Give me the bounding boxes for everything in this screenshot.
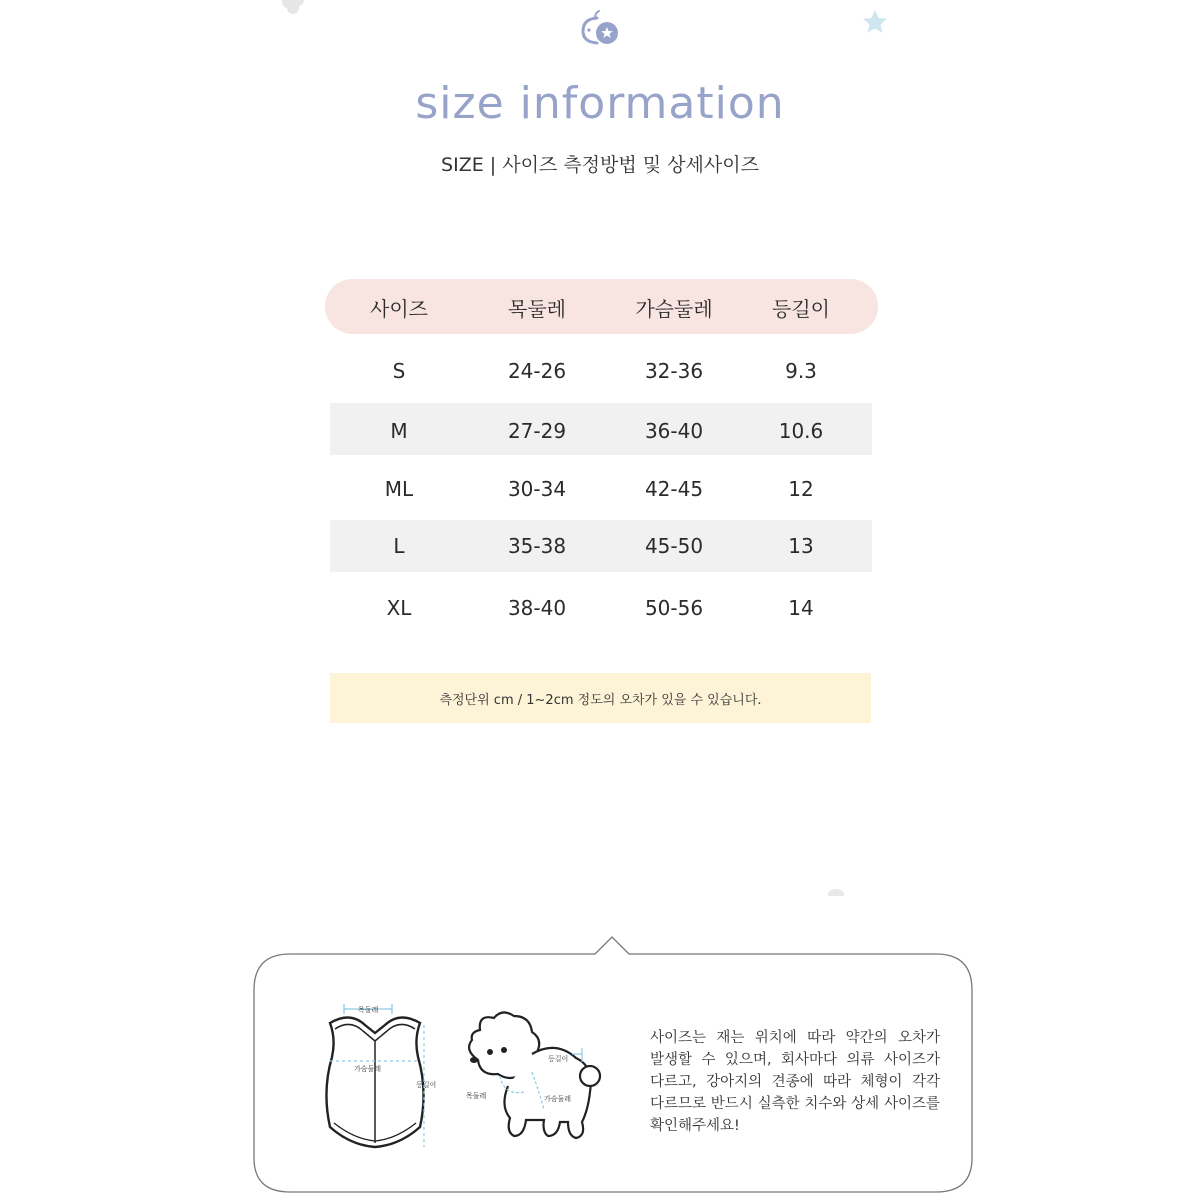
- table-row: [325, 419, 878, 449]
- star-deco-icon: [860, 8, 890, 36]
- column-header-neck: 목둘레: [508, 297, 566, 321]
- table-cell: 27-29: [507, 419, 567, 443]
- table-cell: M: [390, 419, 408, 443]
- table-cell: 9.3: [785, 359, 817, 383]
- dog-neck-label: 목둘레: [466, 1092, 487, 1100]
- table-cell: 50-56: [644, 596, 704, 620]
- table-cell: 24-26: [507, 359, 567, 383]
- table-cell: 14: [788, 596, 814, 620]
- table-row: [325, 359, 878, 389]
- column-header-size: 사이즈: [370, 297, 428, 321]
- flower-deco-icon: [278, 0, 310, 16]
- vest-neck-label: 목둘레: [358, 1006, 379, 1014]
- table-cell: 32-36: [644, 359, 704, 383]
- table-cell: 30-34: [507, 477, 567, 501]
- table-cell: 36-40: [644, 419, 704, 443]
- dot-deco-icon: [826, 886, 846, 896]
- table-row: [325, 477, 878, 507]
- table-cell: L: [393, 534, 405, 558]
- table-cell: 45-50: [644, 534, 704, 558]
- table-row: [325, 596, 878, 626]
- column-header-back: 등길이: [772, 297, 830, 321]
- table-cell: 42-45: [644, 477, 704, 501]
- table-row: [325, 534, 878, 564]
- size-table-header: [325, 279, 878, 334]
- column-header-chest: 가슴둘레: [635, 297, 713, 321]
- dog-illustration: [460, 1010, 620, 1150]
- vest-illustration: [310, 995, 440, 1155]
- table-cell: 10.6: [778, 419, 824, 443]
- page-subtitle: SIZE | 사이즈 측정방법 및 상세사이즈: [441, 154, 759, 176]
- dog-back-label: 등길이: [548, 1055, 569, 1063]
- table-cell: 13: [788, 534, 814, 558]
- table-cell: XL: [386, 596, 412, 620]
- size-guide-text: 사이즈는 재는 위치에 따라 약간의 오차가 발생할 수 있으며, 회사마다 의류 사이즈가 다르고, 강아지의 견종에 따라 체형이 각각 다르므로 반드시 실측한 치수와 상세 사이즈를 확인해주세요!: [650, 1030, 940, 1134]
- table-cell: S: [392, 359, 406, 383]
- measurement-note: 측정단위 cm / 1~2cm 정도의 오차가 있을 수 있습니다.: [330, 673, 871, 723]
- vest-back-label: 등길이: [416, 1081, 437, 1089]
- table-cell: 38-40: [507, 596, 567, 620]
- table-cell: ML: [384, 477, 414, 501]
- dog-chest-label: 가슴둘레: [544, 1095, 572, 1103]
- moon-logo-icon: [575, 6, 623, 46]
- table-cell: 35-38: [507, 534, 567, 558]
- page-title: size information: [415, 78, 785, 129]
- table-cell: 12: [788, 477, 814, 501]
- vest-chest-label: 가슴둘레: [354, 1065, 382, 1073]
